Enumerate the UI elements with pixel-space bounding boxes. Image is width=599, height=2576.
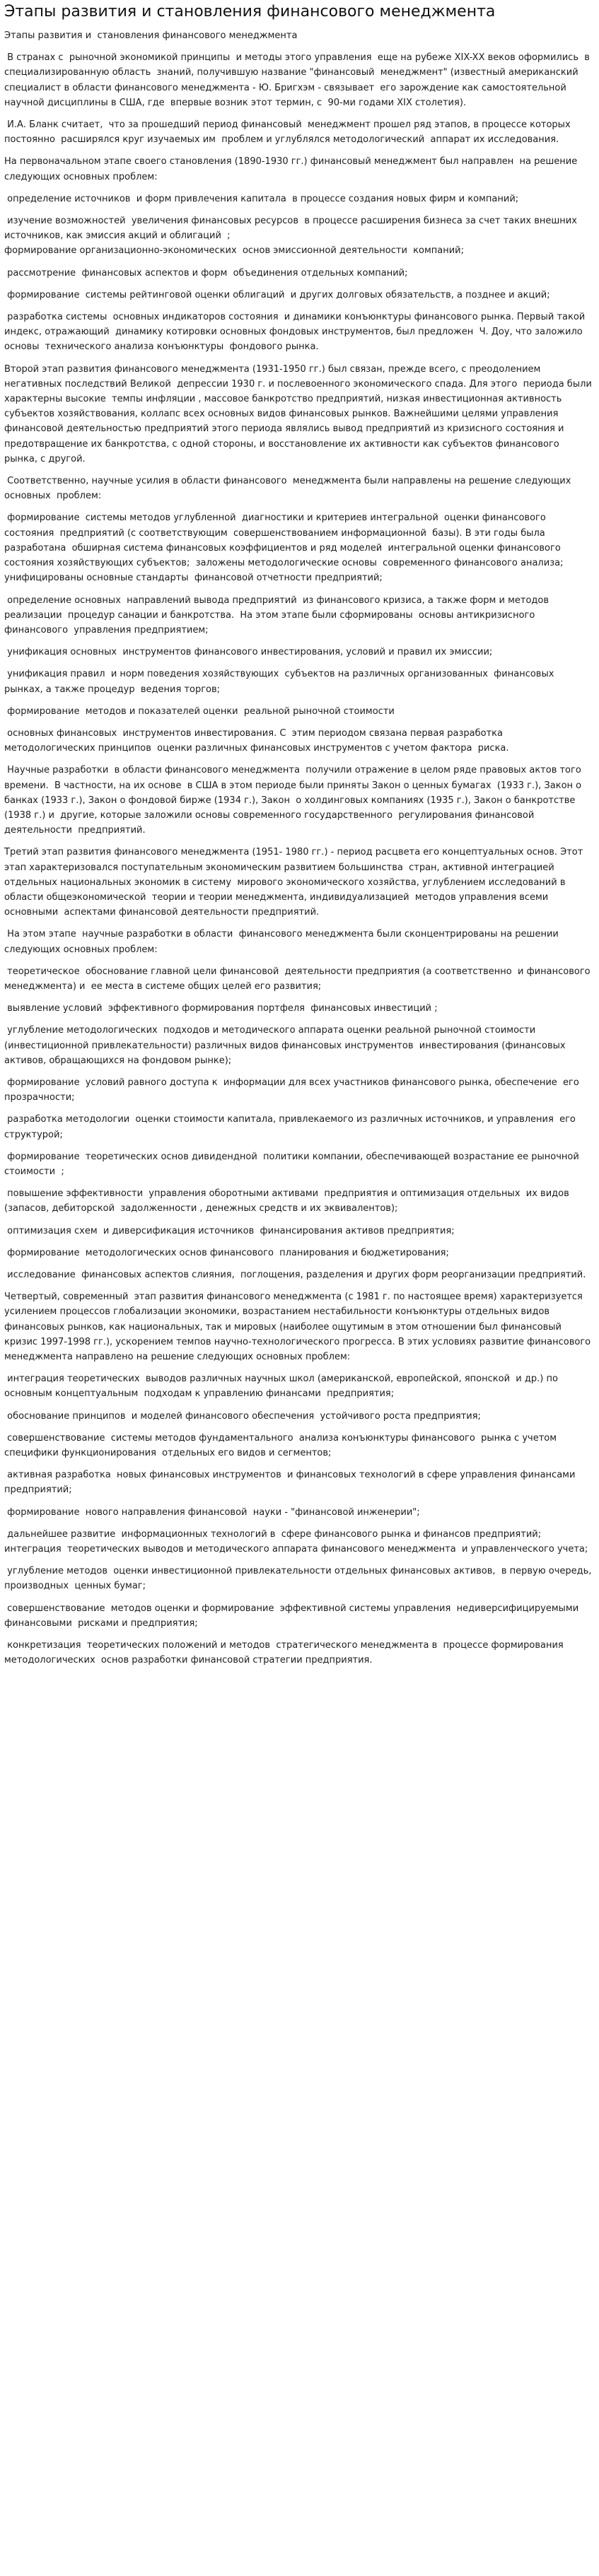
- paragraph: определение источников и форм привлечения капитала в процессе создания новых фирм и компаний;: [4, 193, 519, 204]
- paragraph: интеграция теоретических выводов различных научных школ (американской, европейской, японской и др.) по основным концептуальным подходам к управлению финансами предприятия;: [4, 1374, 562, 1400]
- paragraph: Второй этап развития финансового менеджмента (1931-1950 гг.) был связан, прежде всего, с преодолением негативных последствий Великой депрессии 1930 г. и послевоенного экономического спада. Для этого периода были характерны высокие темпы инфляции , массовое банкротство предприятий, низкая инвестиционная активность субъектов хозяйствования, коллапс всех основных видов финансовых рынков. Важнейшими целями управления финансовой деятельностью предприятий этого периода являлись вывод предприятий из кризисного состояния и предотвращение их банкротства, с одной стороны, и восстановление их активности как субъектов финансового рынка, с другой.: [4, 363, 595, 464]
- paragraph: выявление условий эффективного формирования портфеля финансовых инвестиций ;: [4, 1003, 438, 1014]
- paragraph: Третий этап развития финансового менеджмента (1951- 1980 гг.) - период расцвета его концептуальных основ. Этот этап характеризовался поступательным экономическим развитием большинства стран, активной интеграцией отдельных национальных экономик в систему мирового экономического хозяйства, углублением исследований в области общеэкономической теории и теории менеджмента, индивидуализацией методов управления всеми основными аспектами финансовой деятельности предприятий.: [4, 847, 586, 918]
- paragraph: углубление методологических подходов и методического аппарата оценки реальной рыночной стоимости (инвестиционной привлекательности) различных видов финансовых инструментов инвестирования (финансовых активов, обращающихся на фондовом рынке);: [4, 1025, 569, 1066]
- paragraph: формирование методов и показателей оценки реальной рыночной стоимости: [4, 706, 395, 717]
- paragraph: разработка системы основных индикаторов состояния и динамики конъюнктуры финансового рынка. Первый такой индекс, отражающий динамику котировки основных фондовых инструментов, был предложен Ч. Доу, что заложило основы технического анализа конъюнктуры фондового рынка.: [4, 312, 588, 353]
- paragraph: разработка методологии оценки стоимости капитала, привлекаемого из различных источников, и управления его структурой;: [4, 1114, 578, 1140]
- paragraph: унификация правил и норм поведения хозяйствующих субъектов на различных организованных финансовых рынках, а также процедур ведения торгов;: [4, 669, 557, 695]
- paragraph: формирование методологических основ финансового планирования и бюджетирования;: [4, 1247, 449, 1258]
- paragraph: теоретическое обоснование главной цели финансовой деятельности предприятия (а соответственно и финансового менеджмента) и ее места в системе общих целей его развития;: [4, 966, 593, 992]
- paragraph: формирование условий равного доступа к информации для всех участников финансового рынка, обеспечение его прозрачности;: [4, 1077, 582, 1103]
- paragraph: В странах с рыночной экономикой принципы и методы этого управления еще на рубеже XIX-XX веков оформились в специализированную область знаний, получившую название "финансовый менеджмент" (известный американский специалист в области финансового менеджмента - Ю. Бригхэм - связывает его зарождение как самостоятельной научной дисциплины в США, где впервые возник этот термин, с 90-ми годами XIX столетия).: [4, 52, 593, 108]
- paragraph: повышение эффективности управления оборотными активами предприятия и оптимизация отдельных их видов (запасов, дебиторской задолженности , денежных средств и их эквивалентов);: [4, 1188, 572, 1214]
- paragraph: изучение возможностей увеличения финансовых ресурсов в процессе расширения бизнеса за счет таких внешних источников, как эмиссия акций и облигаций ; формирование организационно-экономических основ эмиссионной деятельности компаний;: [4, 216, 577, 257]
- paragraph: совершенствование методов оценки и формирование эффективной системы управления недиверсифицируемыми финансовыми рисками и предприятия;: [4, 1603, 582, 1629]
- paragraph: Этапы развития и становления финансового менеджмента: [4, 30, 298, 41]
- paragraph: углубление методов оценки инвестиционной привлекательности отдельных финансовых активов, в первую очередь, производных ценных бумаг;: [4, 1566, 595, 1592]
- paragraph: рассмотрение финансовых аспектов и форм объединения отдельных компаний;: [4, 267, 408, 279]
- paragraph: исследование финансовых аспектов слияния, поглощения, разделения и других форм реорганизации предприятий.: [4, 1270, 586, 1281]
- paragraph: основных финансовых инструментов инвестирования. С этим периодом связана первая разработка методологических принципов оценки различных финансовых инструментов с учетом фактора риска.: [4, 727, 509, 754]
- paragraph: формирование системы рейтинговой оценки облигаций и других долговых обязательств, а позднее и акций;: [4, 289, 550, 300]
- paragraph: дальнейшее развитие информационных технологий в сфере финансового рынка и финансов предприятий; интеграция теоретических выводов и методического аппарата финансового менеджмента и управленческого учета;: [4, 1528, 588, 1555]
- paragraph: Научные разработки в области финансового менеджмента получили отражение в целом ряде правовых актов того времени. В частности, на их основе в США в этом периоде были приняты Закон о ценных бумагах (1933 г.), Закон о банках (1933 г.), Закон о фондовой бирже (1934 г.), Закон о холдинговых компаниях (1935 г.), Закон о банкротстве (1938 г.) и другие, которые заложили основы современного государственного регулирования финансовой деятельности предприятий.: [4, 765, 585, 836]
- paragraph: активная разработка новых финансовых инструментов и финансовых технологий в сфере управления финансами предприятий;: [4, 1470, 578, 1496]
- paragraph: формирование системы методов углубленной диагностики и критериев интегральной оценки финансового состояния предприятий (с соответствующим совершенствованием информационной базы). В эти годы была разработана обширная система финансовых коэффициентов и ряд моделей интегральной оценки финансового состояния хозяйствующих субъектов; заложены методологические основы современного финансового анализа; унифицированы основные стандарты финансовой отчетности предприятий;: [4, 513, 567, 584]
- paragraph: формирование теоретических основ дивидендной политики компании, обеспечивающей возрастание ее рыночной стоимости ;: [4, 1151, 582, 1177]
- paragraph: оптимизация схем и диверсификация источников финансирования активов предприятия;: [4, 1225, 455, 1236]
- paragraph: На первоначальном этапе своего становления (1890-1930 гг.) финансовый менеджмент был направлен на решение следующих основных проблем:: [4, 156, 581, 182]
- paragraph: совершенствование системы методов фундаментального анализа конъюнктуры финансового рынка с учетом специфики функционирования отдельных его видов и сегментов;: [4, 1432, 560, 1459]
- paragraph: определение основных направлений вывода предприятий из финансового кризиса, а также форм и методов реализации процедур санации и банкротства. На этом этапе были сформированы основы антикризисного финансового управления предприятием;: [4, 595, 552, 636]
- paragraph: И.А. Бланк считает, что за прошедший период финансовый менеджмент прошел ряд этапов, в процессе которых постоянно расширялся круг изучаемых им проблем и углублялся методологический аппарат их исследования.: [4, 119, 574, 146]
- page-title: Этапы развития и становления финансового менеджмента: [4, 3, 496, 21]
- paragraph: унификация основных инструментов финансового инвестирования, условий и правил их эмиссии;: [4, 647, 493, 658]
- paragraph: обоснование принципов и моделей финансового обеспечения устойчивого роста предприятия;: [4, 1410, 481, 1422]
- paragraph: конкретизация теоретических положений и методов стратегического менеджмента в процессе формирования методологических основ разработки финансовой стратегии предприятия.: [4, 1640, 566, 1666]
- paragraph: На этом этапе научные разработки в области финансового менеджмента были сконцентрированы на решении следующих основных проблем:: [4, 929, 565, 955]
- paragraph: формирование нового направления финансовой науки - "финансовой инженерии";: [4, 1506, 420, 1518]
- article-body: [4, 28, 595, 1668]
- paragraph: Четвертый, современный этап развития финансового менеджмента (с 1981 г. по настоящее время) характеризуется усилением процессов глобализации экономики, возрастанием нестабильности конъюнктуры отдельных видов финансовых рынков, как национальных, так и мировых (наиболее ощутимым в этом отношении был финансовый кризис 1997-1998 гг.), ускорением темпов научно-технологического прогресса. В этих условиях развитие финансового менеджмента направлено на решение следующих основных проблем:: [4, 1292, 594, 1363]
- paragraph: Соответственно, научные усилия в области финансового менеджмента были направлены на решение следующих основных проблем:: [4, 476, 574, 502]
